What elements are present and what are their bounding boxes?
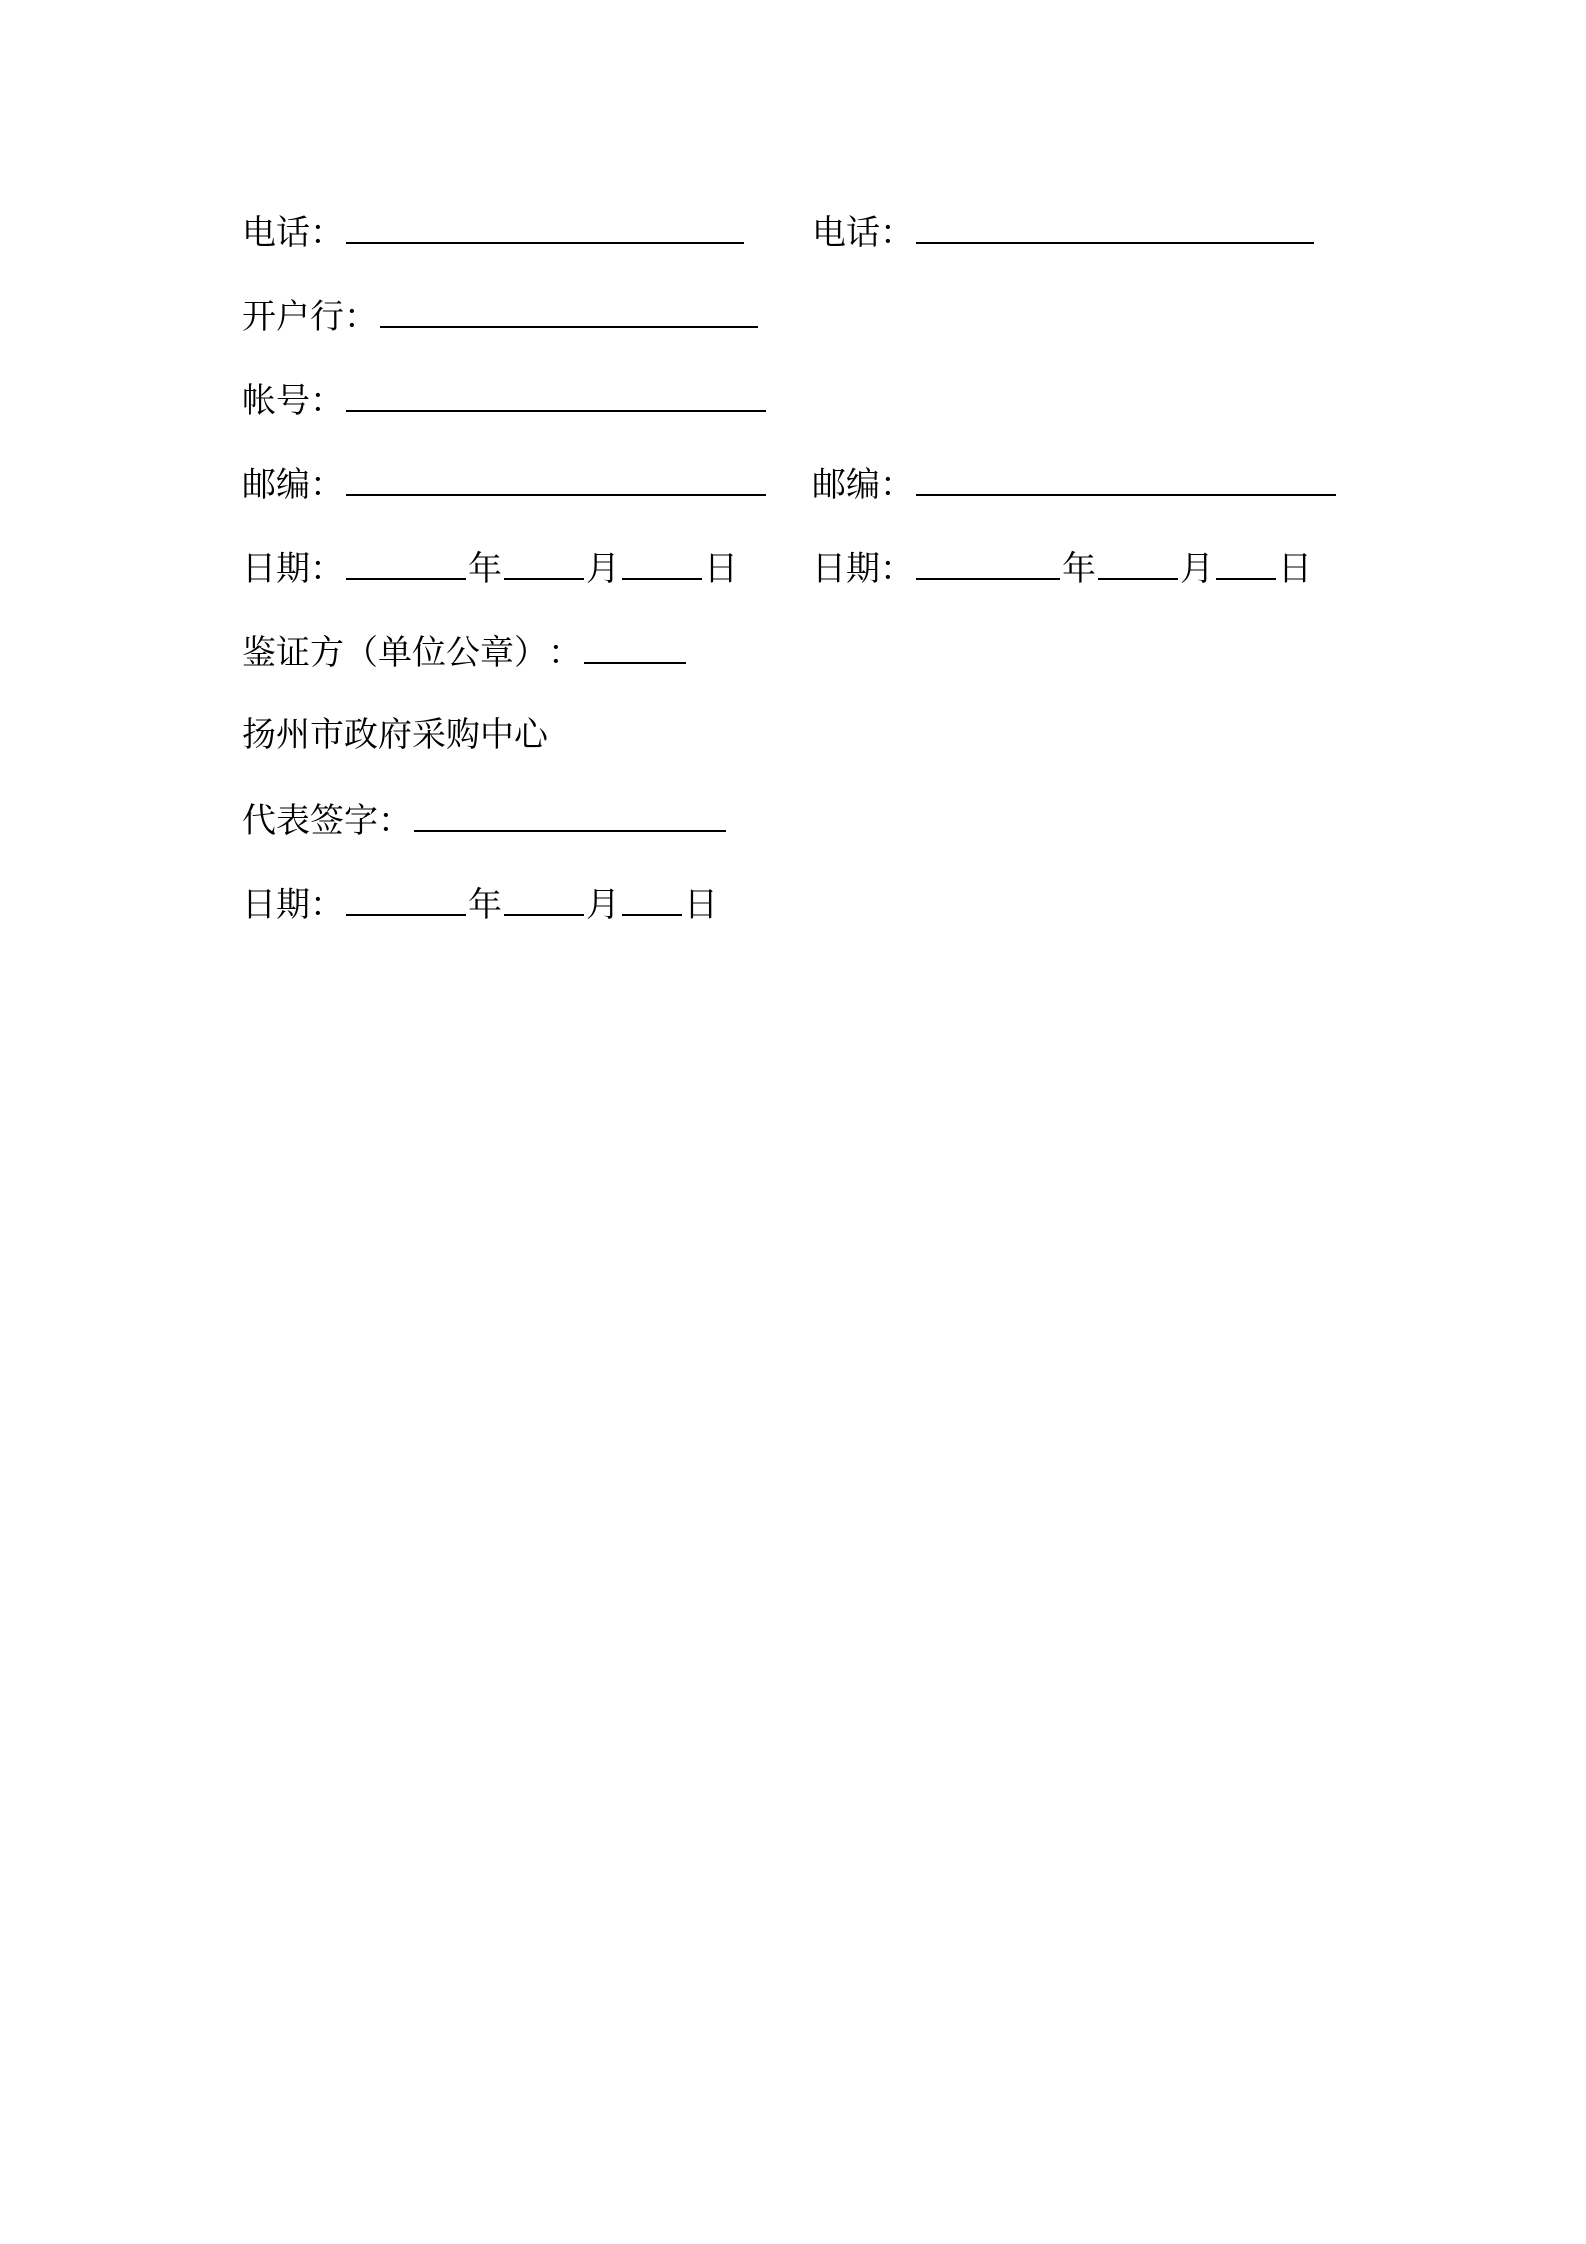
organization-name [242,710,548,760]
month-blank-line[interactable] [504,878,584,916]
representative-signature-field [242,794,728,846]
account-field [242,374,768,426]
month-blank-line[interactable] [504,542,584,580]
account-label: 帐号 [242,381,310,421]
phone-blank-line[interactable] [916,206,1314,244]
date-label: 日期 [812,549,880,589]
year-unit: 年 [1062,549,1096,589]
postcode-label: 邮编 [812,465,880,505]
year-blank-line[interactable] [346,542,466,580]
seal-blank-line[interactable] [584,626,686,664]
party-a-postcode [242,458,768,510]
day-unit: 日 [704,549,738,589]
postcode-blank-line[interactable] [346,458,766,496]
signature-blank-line[interactable] [414,794,726,832]
colon: ： [378,801,412,841]
colon: ： [880,213,914,253]
party-b-date [812,542,1312,594]
verifier-label: 鉴证方（单位公章） [242,633,548,673]
colon: ： [344,297,378,337]
account-blank-line[interactable] [346,374,766,412]
phone-blank-line[interactable] [346,206,744,244]
bank-label: 开户行 [242,297,344,337]
day-unit: 日 [1278,549,1312,589]
date-label: 日期 [242,549,310,589]
party-b-phone [812,206,1316,258]
signature-label: 代表签字 [242,801,378,841]
postcode-label: 邮编 [242,465,310,505]
bank-blank-line[interactable] [380,290,758,328]
colon: ： [310,885,344,925]
phone-label: 电话 [812,213,880,253]
date-label: 日期 [242,885,310,925]
phone-label: 电话 [242,213,310,253]
colon: ： [880,549,914,589]
day-unit: 日 [684,885,718,925]
colon: ： [310,465,344,505]
year-blank-line[interactable] [346,878,466,916]
month-blank-line[interactable] [1098,542,1178,580]
day-blank-line[interactable] [622,542,702,580]
colon: ： [310,213,344,253]
year-unit: 年 [468,549,502,589]
colon: ： [548,633,582,673]
year-blank-line[interactable] [916,542,1060,580]
party-b-postcode [812,458,1338,510]
postcode-blank-line[interactable] [916,458,1336,496]
verifier-date [242,878,718,930]
bank-field [242,290,760,342]
month-unit: 月 [1180,549,1214,589]
colon: ： [880,465,914,505]
month-unit: 月 [586,885,620,925]
month-unit: 月 [586,549,620,589]
colon: ： [310,549,344,589]
year-unit: 年 [468,885,502,925]
verifier-seal-field [242,626,688,678]
party-a-date [242,542,738,594]
colon: ： [310,381,344,421]
day-blank-line[interactable] [622,878,682,916]
party-a-phone [242,206,746,258]
day-blank-line[interactable] [1216,542,1276,580]
organization-label: 扬州市政府采购中心 [242,715,548,755]
